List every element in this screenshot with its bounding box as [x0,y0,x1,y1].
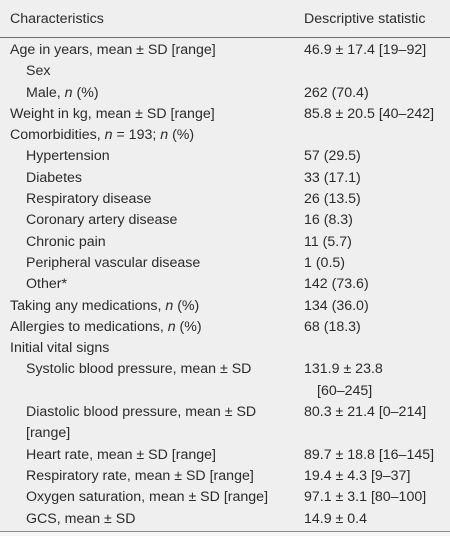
table-body [0,38,450,530]
label-text: GCS, mean ± SD [26,510,136,527]
row-value: 262 (70.4) [304,84,369,101]
table-row-other [0,274,450,295]
label-italic: n [165,297,174,314]
header-descriptive-statistic: Descriptive statistic [304,10,426,27]
label-text: Chronic pain [26,233,106,250]
row-label [0,210,304,231]
label-text: Oxygen saturation, mean ± SD [range] [26,489,269,506]
row-label [0,146,304,167]
row-value: 16 (8.3) [304,212,353,229]
row-value: 26 (13.5) [304,191,361,208]
label-italic: n [167,318,176,335]
label-text: Allergies to medications, [10,318,168,335]
label-text: Respiratory rate, mean ± SD [range] [26,467,254,484]
label-text: Diastolic blood pressure, mean ± SD [range] [26,404,257,442]
label-suffix: (%) [168,127,195,144]
row-value: 14.9 ± 0.4 [304,510,368,527]
label-text: Other* [26,276,68,293]
row-label [0,61,304,82]
table-row-weight [0,104,450,125]
label-text: Age in years, mean ± SD [range] [10,42,216,58]
label-text: Coronary artery disease [26,212,178,229]
label-suffix: (%) [175,318,202,335]
row-value: 11 (5.7) [304,233,352,250]
label-text: Initial vital signs [10,340,110,357]
row-label [0,232,304,253]
label-text: Hypertension [26,148,110,165]
row-value: 19.4 ± 4.3 [9–37] [304,467,411,484]
table-row-comorbidities [0,125,450,146]
row-label [0,487,304,508]
row-value: 97.1 ± 3.1 [80–100] [304,489,427,506]
table-bottom-rule [0,531,450,536]
table-row-initial-vital-signs [0,338,450,359]
label-italic: n [104,127,113,144]
header-characteristics: Characteristics [10,10,104,27]
table-row-respiratory-rate [0,466,450,487]
table-row-peripheral-vascular-disease [0,253,450,274]
label-text: Respiratory disease [26,191,152,208]
value-line-1: 131.9 ± 23.8 [304,361,383,378]
label-suffix: (%) [173,297,200,314]
row-value: 68 (18.3) [304,318,361,335]
table-row-diastolic-bp [0,402,450,445]
row-value: 33 (17.1) [304,169,361,186]
row-label [0,40,304,61]
label-text: Sex [26,63,51,80]
row-label [0,104,304,125]
label-text: Taking any medications, [10,297,166,314]
row-label [0,466,304,487]
label-text: Comorbidities, [10,127,105,144]
label-text: Male, [26,84,65,101]
table-row-sex [0,61,450,82]
label-text: Heart rate, mean ± SD [range] [26,446,216,463]
row-value: 134 (36.0) [304,297,369,314]
row-label [0,83,304,104]
row-label [0,509,304,530]
row-value [304,359,450,402]
table-row-oxygen-saturation [0,487,450,508]
label-text: Weight in kg, mean ± SD [range] [10,105,215,122]
label-text: Diabetes [26,169,82,186]
label-text: Peripheral vascular disease [26,254,201,271]
row-value: 46.9 ± 17.4 [19–92] [304,42,427,58]
row-label [0,445,304,466]
table-row-diabetes [0,168,450,189]
table-row-coronary-artery-disease [0,210,450,231]
row-label [0,274,304,295]
row-label [0,168,304,189]
row-value: 142 (73.6) [304,276,369,293]
row-value: 85.8 ± 20.5 [40–242] [304,105,435,122]
table-row-respiratory-disease [0,189,450,210]
row-label [0,296,304,317]
label-text: Systolic blood pressure, mean ± SD [26,361,252,378]
row-value: 1 (0.5) [304,254,346,271]
table-row-heart-rate [0,445,450,466]
row-label [0,253,304,274]
row-value: 57 (29.5) [304,148,361,165]
table-row-hypertension [0,146,450,167]
table-row-age [0,40,450,61]
table-row-allergies [0,317,450,338]
row-label [0,189,304,210]
value-line-2: [60–245] [317,382,373,399]
row-label [0,338,304,359]
table-row-male [0,83,450,104]
table-row-gcs [0,509,450,530]
label-suffix: (%) [72,84,99,101]
table-row-chronic-pain [0,232,450,253]
table-header [0,0,450,38]
row-label [0,125,304,146]
label-mid: = 193; [112,127,161,144]
row-label [0,402,304,445]
label-italic-2: n [160,127,169,144]
row-value: 80.3 ± 21.4 [0–214] [304,404,427,421]
row-label [0,317,304,338]
table-row-taking-medications [0,296,450,317]
row-label [0,359,304,380]
row-value: 89.7 ± 18.8 [16–145] [304,446,435,463]
table-row-systolic-bp [0,359,450,402]
label-italic: n [64,84,73,101]
